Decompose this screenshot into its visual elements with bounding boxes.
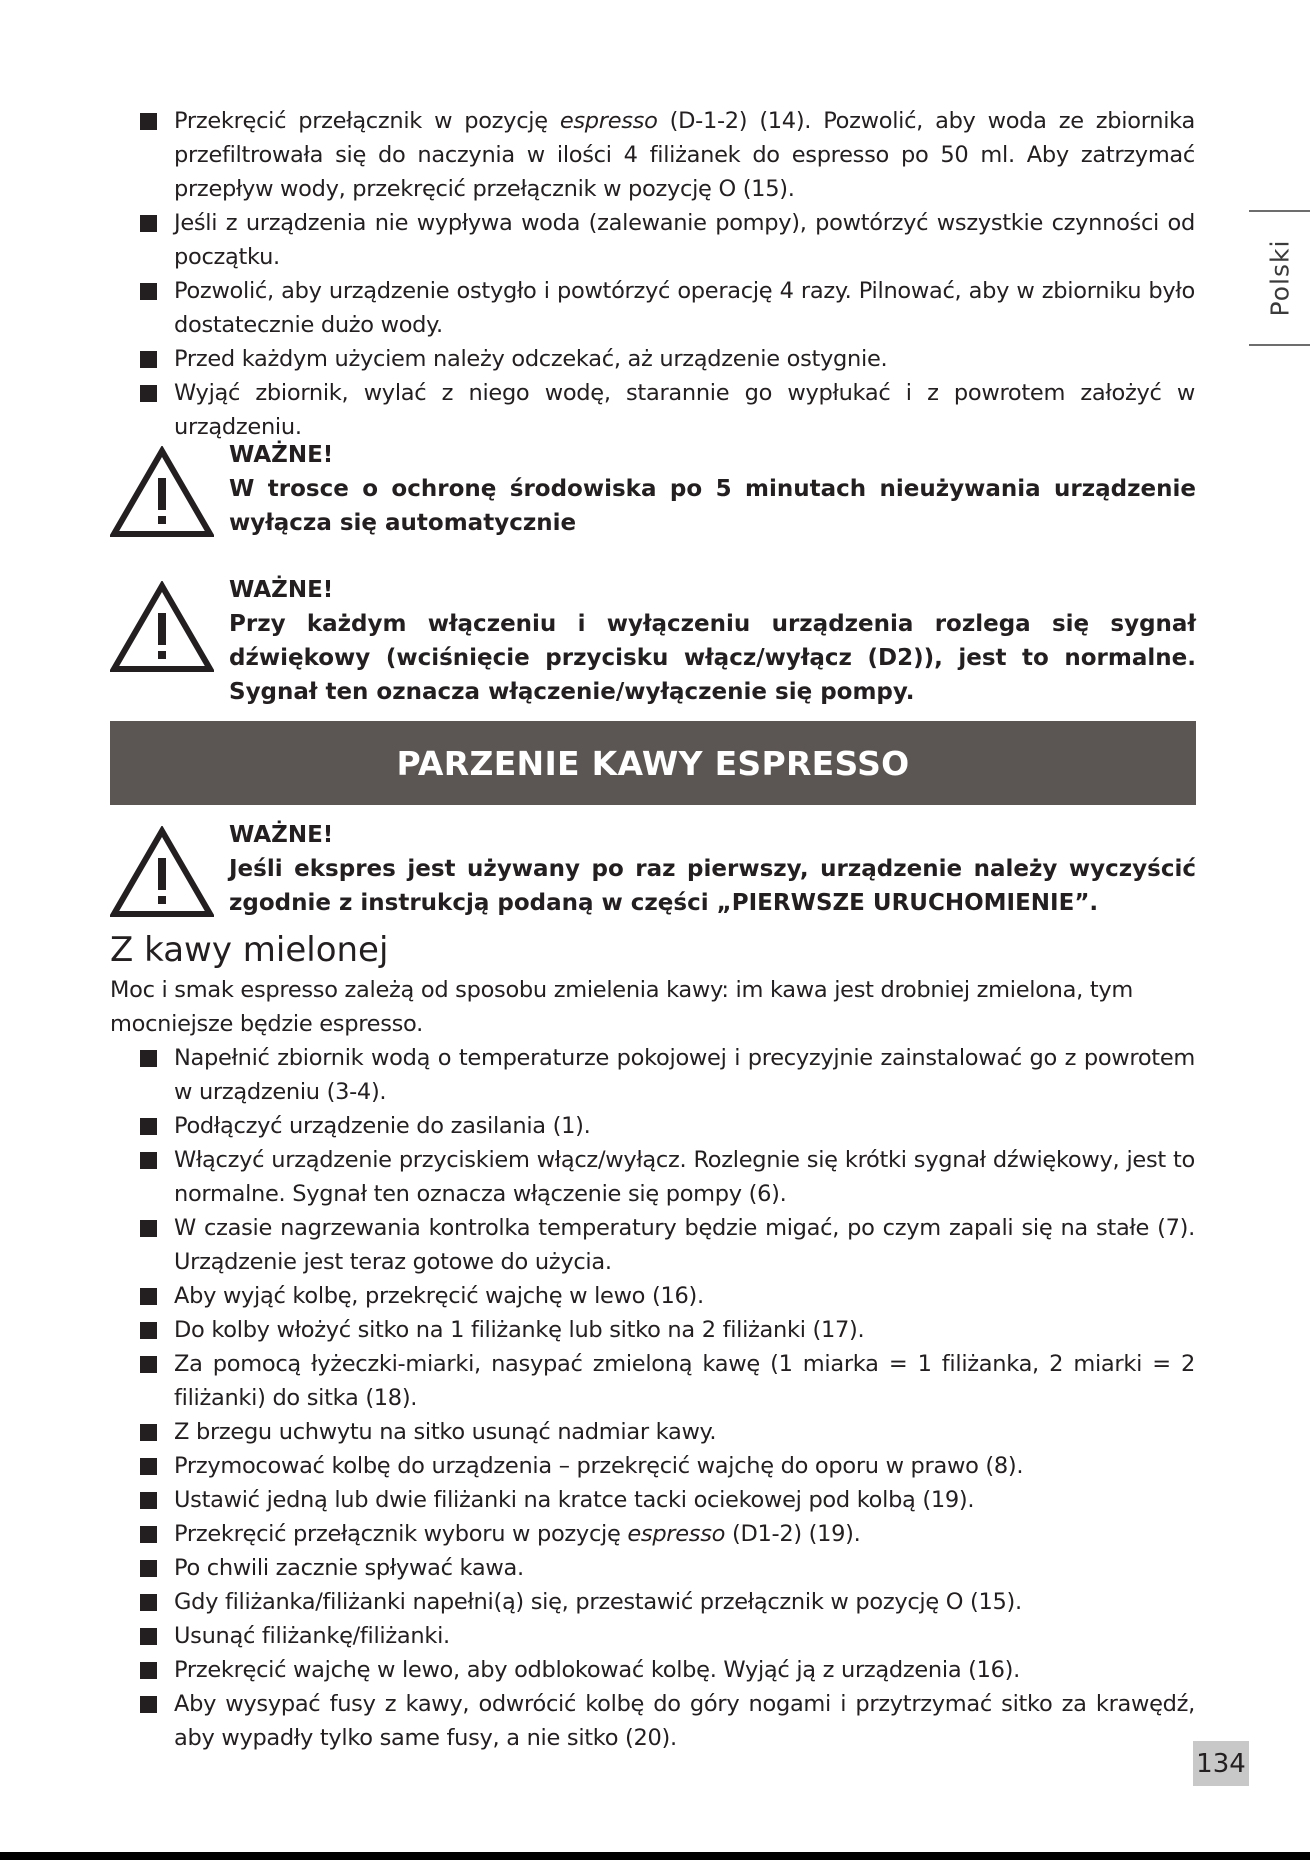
list-item-text [174, 1517, 1195, 1551]
bullet-square-icon [140, 351, 157, 368]
text-run: (D-1-2) (14). Pozwolić, aby woda ze zbiornika przefiltrowała się do naczynia w ilości 4 filiżanek do espresso po 50 ml. Aby zatrzymać przepływ wody, przekręcić przełącznik w pozycję O (15). [174, 108, 1195, 202]
list-item [140, 1211, 1195, 1279]
bullet-square-icon [140, 1050, 157, 1067]
text-run: Za pomocą łyżeczki-miarki, nasypać zmieloną kawę (1 miarka = 1 filiżanka, 2 miarki = 2 filiżanki) do sitka (18). [174, 1351, 1195, 1411]
top-bullet-list [140, 104, 1195, 444]
list-item [140, 1653, 1195, 1687]
section-banner [110, 721, 1196, 805]
bullet-square-icon [140, 1288, 157, 1305]
page-number: 134 [1196, 1748, 1246, 1779]
warning-title: WAŻNE! [229, 577, 334, 603]
text-run: Przymocować kolbę do urządzenia – przekręcić wajchę do oporu w prawo (8). [174, 1453, 1024, 1479]
list-item [140, 1449, 1195, 1483]
list-item-text [174, 1619, 1195, 1653]
list-item [140, 1279, 1195, 1313]
italic-text: espresso [627, 1521, 726, 1547]
warning-title: WAŻNE! [229, 822, 334, 848]
text-run: Wyjąć zbiornik, wylać z niego wodę, starannie go wypłukać i z powrotem założyć w urządzeniu. [174, 380, 1195, 440]
list-item-text [174, 1687, 1195, 1755]
list-item [140, 1041, 1195, 1109]
list-item-text [174, 1109, 1195, 1143]
list-item [140, 1347, 1195, 1415]
list-item [140, 1687, 1195, 1755]
list-item-text [174, 342, 1195, 376]
italic-text: espresso [559, 108, 658, 134]
text-run: Gdy filiżanka/filiżanki napełni(ą) się, przestawić przełącznik w pozycję O (15). [174, 1589, 1022, 1615]
bullet-square-icon [140, 1118, 157, 1135]
intro-paragraph: Moc i smak espresso zależą od sposobu zmielenia kawy: im kawa jest drobniej zmielona, tym mocniejsze będzie espresso. [110, 977, 1133, 1037]
warning-text: W trosce o ochronę środowiska po 5 minutach nieużywania urządzenie wyłącza się automatycznie [229, 476, 1196, 536]
section-title: PARZENIE KAWY ESPRESSO [396, 743, 910, 783]
list-item [140, 1313, 1195, 1347]
bullet-square-icon [140, 385, 157, 402]
warning-title: WAŻNE! [229, 442, 334, 468]
bullet-square-icon [140, 1628, 157, 1645]
list-item-text [174, 1313, 1195, 1347]
list-item-text [174, 1483, 1195, 1517]
warning-text: Jeśli ekspres jest używany po raz pierwszy, urządzenie należy wyczyścić zgodnie z instrukcją podaną w części „PIERWSZE URUCHOMIENIE”. [229, 856, 1196, 916]
list-item [140, 1143, 1195, 1211]
list-item-text [174, 1449, 1195, 1483]
warning-icon [110, 826, 214, 918]
list-item [140, 1415, 1195, 1449]
warning-block-3 [110, 818, 1196, 920]
list-item-text [174, 1551, 1195, 1585]
text-run: Napełnić zbiornik wodą o temperaturze pokojowej i precyzyjnie zainstalować go z powrotem w urządzeniu (3-4). [174, 1045, 1195, 1105]
bullet-square-icon [140, 1560, 157, 1577]
list-item [140, 206, 1195, 274]
page-number-box [1193, 1741, 1249, 1786]
list-item-text [174, 1653, 1195, 1687]
text-run: Przed każdym użyciem należy odczekać, aż urządzenie ostygnie. [174, 346, 888, 372]
bullet-square-icon [140, 1220, 157, 1237]
bullet-square-icon [140, 1526, 157, 1543]
text-run: Pozwolić, aby urządzenie ostygło i powtórzyć operację 4 razy. Pilnować, aby w zbiorniku było dostatecznie dużo wody. [174, 278, 1195, 338]
text-run: Aby wyjąć kolbę, przekręcić wajchę w lewo (16). [174, 1283, 704, 1309]
text-run: Włączyć urządzenie przyciskiem włącz/wyłącz. Rozlegnie się krótki sygnał dźwiękowy, jest to normalne. Sygnał ten oznacza włączenie się pompy (6). [174, 1147, 1195, 1207]
bottom-rule [0, 1852, 1310, 1860]
text-run: Usunąć filiżankę/filiżanki. [174, 1623, 450, 1649]
bullet-square-icon [140, 215, 157, 232]
list-item-text [174, 274, 1195, 342]
list-item [140, 1585, 1195, 1619]
bullet-square-icon [140, 1356, 157, 1373]
list-item-text [174, 1279, 1195, 1313]
list-item-text [174, 104, 1195, 206]
bullet-square-icon [140, 1594, 157, 1611]
main-bullet-list [140, 1041, 1195, 1755]
text-run: Przekręcić wajchę w lewo, aby odblokować kolbę. Wyjąć ją z urządzenia (16). [174, 1657, 1021, 1683]
bullet-square-icon [140, 1458, 157, 1475]
bullet-square-icon [140, 1492, 157, 1509]
list-item-text [174, 1415, 1195, 1449]
list-item [140, 376, 1195, 444]
bullet-square-icon [140, 1662, 157, 1679]
list-item [140, 274, 1195, 342]
list-item-text [174, 1211, 1195, 1279]
list-item [140, 1483, 1195, 1517]
list-item-text [174, 206, 1195, 274]
text-run: Ustawić jedną lub dwie filiżanki na kratce tacki ociekowej pod kolbą (19). [174, 1487, 975, 1513]
list-item [140, 104, 1195, 206]
text-run: Po chwili zacznie spływać kawa. [174, 1555, 524, 1581]
list-item [140, 1619, 1195, 1653]
bullet-square-icon [140, 113, 157, 130]
warning-block-1 [110, 438, 1196, 540]
text-run: Przekręcić przełącznik w pozycję [174, 108, 560, 134]
warning-text: Przy każdym włączeniu i wyłączeniu urządzenia rozlega się sygnał dźwiękowy (wciśnięcie przycisku włącz/wyłącz (D2)), jest to normalne. Sygnał ten oznacza włączenie/wyłączenie się pompy. [229, 611, 1196, 705]
list-item [140, 1517, 1195, 1551]
list-item [140, 1109, 1195, 1143]
list-item-text [174, 1585, 1195, 1619]
bullet-square-icon [140, 1696, 157, 1713]
text-run: Przekręcić przełącznik wyboru w pozycję [174, 1521, 628, 1547]
language-tab-label: Polski [1265, 239, 1294, 317]
warning-icon [110, 581, 214, 673]
list-item-text [174, 1347, 1195, 1415]
bullet-square-icon [140, 1424, 157, 1441]
text-run: W czasie nagrzewania kontrolka temperatury będzie migać, po czym zapali się na stałe (7). Urządzenie jest teraz gotowe do użycia. [174, 1215, 1195, 1275]
language-tab [1249, 210, 1310, 346]
bullet-square-icon [140, 1322, 157, 1339]
warning-icon [110, 446, 214, 538]
text-run: Z brzegu uchwytu na sitko usunąć nadmiar kawy. [174, 1419, 717, 1445]
list-item-text [174, 376, 1195, 444]
subheading: Z kawy mielonej [110, 930, 389, 970]
text-run: (D1-2) (19). [725, 1521, 861, 1547]
text-run: Podłączyć urządzenie do zasilania (1). [174, 1113, 591, 1139]
text-run: Do kolby włożyć sitko na 1 filiżankę lub sitko na 2 filiżanki (17). [174, 1317, 865, 1343]
list-item [140, 1551, 1195, 1585]
list-item [140, 342, 1195, 376]
text-run: Aby wysypać fusy z kawy, odwrócić kolbę do góry nogami i przytrzymać sitko za krawędź, aby wypadły tylko same fusy, a nie sitko (20). [174, 1691, 1195, 1751]
warning-block-2 [110, 573, 1196, 709]
text-run: Jeśli z urządzenia nie wypływa woda (zalewanie pompy), powtórzyć wszystkie czynności od początku. [174, 210, 1195, 270]
bullet-square-icon [140, 283, 157, 300]
list-item-text [174, 1143, 1195, 1211]
bullet-square-icon [140, 1152, 157, 1169]
list-item-text [174, 1041, 1195, 1109]
